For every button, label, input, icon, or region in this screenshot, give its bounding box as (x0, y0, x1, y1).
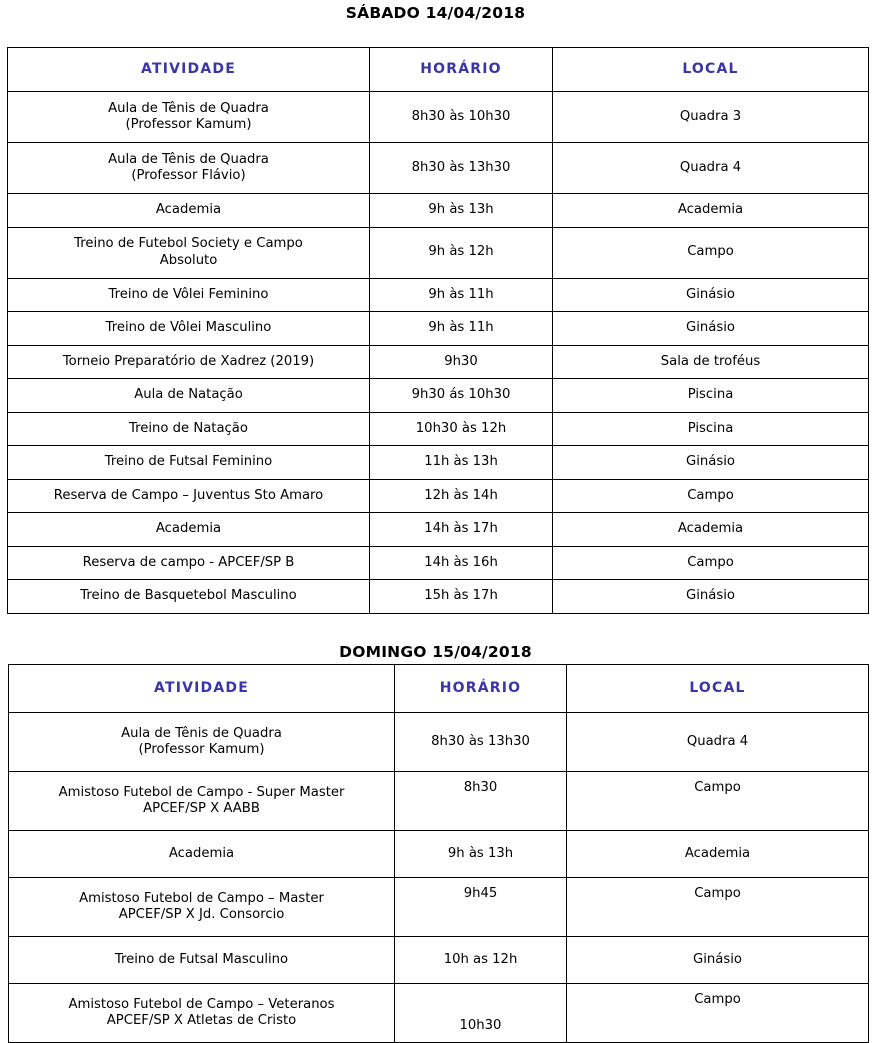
table-row (9, 937, 869, 984)
activity-line: Aula de Tênis de Quadra (108, 151, 269, 167)
activity-line: Treino de Futebol Society e Campo (74, 236, 303, 252)
cell-horario: 12h às 14h (370, 479, 553, 513)
table-row (9, 984, 869, 1043)
cell-local: Ginásio (553, 278, 869, 312)
cell-horario: 9h45 (395, 878, 567, 937)
activity-line: Academia (168, 845, 235, 861)
activity-line: Torneio Preparatório de Xadrez (2019) (62, 353, 315, 369)
cell-local: Quadra 4 (553, 143, 869, 194)
cell-horario: 10h30 às 12h (370, 412, 553, 446)
table-row (8, 278, 869, 312)
table-row (8, 92, 869, 143)
table-header-row (9, 665, 869, 713)
cell-local: Quadra 4 (567, 713, 869, 772)
page-title-sunday: DOMINGO 15/04/2018 (339, 643, 532, 661)
cell-local: Academia (567, 831, 869, 878)
cell-horario: 9h às 11h (370, 312, 553, 346)
cell-local: Campo (567, 878, 869, 937)
cell-horario: 15h às 17h (370, 580, 553, 614)
cell-local: Academia (553, 513, 869, 547)
table-row (9, 772, 869, 831)
activity-line: Academia (155, 521, 222, 537)
cell-local: Campo (553, 479, 869, 513)
table-row (8, 312, 869, 346)
activity-line: (Professor Kamum) (138, 742, 265, 757)
column-header-atividade: ATIVIDADE (8, 48, 370, 92)
cell-horario: 9h30 ás 10h30 (370, 379, 553, 413)
column-header-local: LOCAL (567, 665, 869, 713)
table-row (8, 580, 869, 614)
cell-local: Campo (567, 984, 869, 1043)
page-title-saturday: SÁBADO 14/04/2018 (345, 4, 526, 22)
table-row (8, 513, 869, 547)
cell-atividade (8, 278, 370, 312)
activity-line: APCEF/SP X Atletas de Cristo (106, 1013, 297, 1028)
cell-horario: 14h às 17h (370, 513, 553, 547)
cell-atividade (9, 984, 395, 1043)
activity-line: Aula de Tênis de Quadra (108, 100, 269, 116)
activity-line: Reserva de campo - APCEF/SP B (82, 554, 295, 570)
cell-horario: 8h30 (395, 772, 567, 831)
table-row (9, 713, 869, 772)
cell-horario: 14h às 16h (370, 546, 553, 580)
table-row (8, 412, 869, 446)
cell-atividade (9, 937, 395, 984)
activity-line: Reserva de Campo – Juventus Sto Amaro (53, 487, 324, 503)
table-row (9, 878, 869, 937)
cell-horario: 9h às 13h (370, 194, 553, 228)
table-row (8, 345, 869, 379)
cell-local: Piscina (553, 412, 869, 446)
cell-local: Academia (553, 194, 869, 228)
cell-atividade (9, 878, 395, 937)
cell-local: Quadra 3 (553, 92, 869, 143)
cell-horario: 8h30 às 10h30 (370, 92, 553, 143)
cell-local: Ginásio (567, 937, 869, 984)
activity-line: Academia (155, 202, 222, 218)
cell-local: Campo (567, 772, 869, 831)
cell-horario: 9h30 (370, 345, 553, 379)
cell-atividade (8, 513, 370, 547)
cell-horario: 8h30 às 13h30 (395, 713, 567, 772)
column-header-atividade: ATIVIDADE (9, 665, 395, 713)
column-header-horario: HORÁRIO (370, 48, 553, 92)
table-row (8, 143, 869, 194)
cell-atividade (8, 92, 370, 143)
cell-local: Sala de troféus (553, 345, 869, 379)
activity-line: APCEF/SP X AABB (143, 801, 260, 816)
cell-local: Ginásio (553, 312, 869, 346)
cell-atividade (8, 446, 370, 480)
cell-horario: 9h às 12h (370, 227, 553, 278)
table-header-row (8, 48, 869, 92)
cell-local: Ginásio (553, 580, 869, 614)
cell-atividade (8, 345, 370, 379)
table-row (8, 546, 869, 580)
cell-local: Campo (553, 227, 869, 278)
cell-local: Campo (553, 546, 869, 580)
table-row (9, 831, 869, 878)
activity-line: Amistoso Futebol de Campo - Super Master (58, 784, 345, 800)
column-header-local: LOCAL (553, 48, 869, 92)
table-row (8, 446, 869, 480)
cell-horario: 10h30 (395, 984, 567, 1043)
activity-line: Aula de Natação (134, 387, 243, 403)
table-row (8, 227, 869, 278)
activity-line: Absoluto (159, 252, 218, 268)
cell-local: Piscina (553, 379, 869, 413)
table-row (8, 379, 869, 413)
cell-atividade (9, 713, 395, 772)
activity-line: Treino de Vôlei Feminino (108, 286, 269, 302)
cell-atividade (8, 546, 370, 580)
table-row (8, 194, 869, 228)
cell-atividade (8, 479, 370, 513)
cell-atividade (8, 379, 370, 413)
cell-atividade (8, 227, 370, 278)
cell-horario: 11h às 13h (370, 446, 553, 480)
cell-atividade (9, 831, 395, 878)
activity-line: Treino de Vôlei Masculino (105, 320, 272, 336)
schedule-table-saturday-body (8, 92, 869, 614)
schedule-table-sunday (8, 664, 869, 1043)
cell-atividade (8, 143, 370, 194)
activity-line: Treino de Futsal Masculino (114, 951, 289, 967)
cell-horario: 9h às 11h (370, 278, 553, 312)
cell-atividade (8, 194, 370, 228)
activity-line: APCEF/SP X Jd. Consorcio (118, 907, 285, 922)
cell-atividade (9, 772, 395, 831)
cell-atividade (8, 580, 370, 614)
cell-local: Ginásio (553, 446, 869, 480)
cell-atividade (8, 312, 370, 346)
activity-line: (Professor Flávio) (131, 168, 246, 183)
cell-horario: 9h às 13h (395, 831, 567, 878)
activity-line: Aula de Tênis de Quadra (121, 725, 282, 741)
activity-line: Treino de Basquetebol Masculino (80, 588, 297, 604)
activity-line: Amistoso Futebol de Campo – Veteranos (68, 996, 335, 1012)
cell-horario: 10h as 12h (395, 937, 567, 984)
activity-line: Amistoso Futebol de Campo – Master (79, 890, 324, 906)
activity-line: Treino de Futsal Feminino (104, 454, 273, 470)
activity-line: (Professor Kamum) (125, 117, 252, 132)
schedule-table-saturday (7, 47, 869, 614)
schedule-table-sunday-body (9, 713, 869, 1043)
cell-horario: 8h30 às 13h30 (370, 143, 553, 194)
cell-atividade (8, 412, 370, 446)
table-row (8, 479, 869, 513)
activity-line: Treino de Natação (129, 420, 248, 436)
column-header-horario: HORÁRIO (395, 665, 567, 713)
